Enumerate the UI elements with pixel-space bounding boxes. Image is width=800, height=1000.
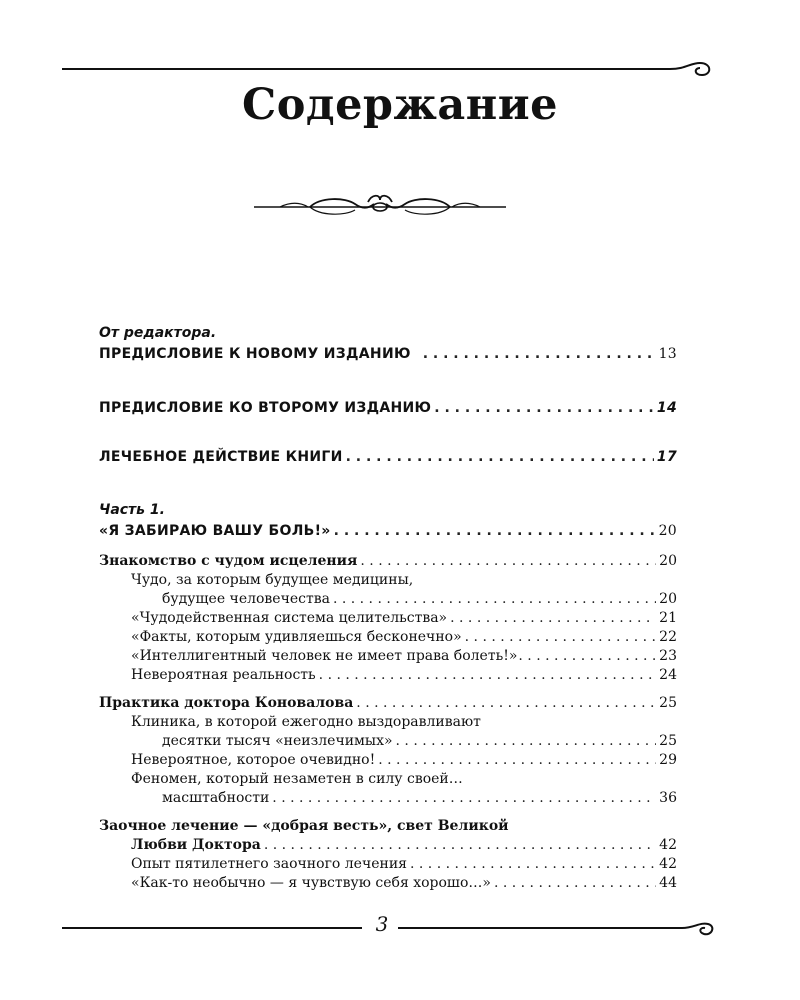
toc-entry-title: ПРЕДИСЛОВИЕ КО ВТОРОМУ ИЗДАНИЮ (99, 400, 432, 416)
dot-leader (465, 628, 657, 647)
toc-subentry-line1[interactable]: Феномен, который незаметен в силу своей… (131, 771, 463, 787)
toc-entry-title: «Как-то необычно — я чувствую себя хорошо…» (131, 875, 491, 891)
toc-section-remote[interactable] (99, 836, 677, 855)
dot-leader (434, 397, 654, 419)
toc-entry-page: 42 (659, 837, 677, 853)
toc-entry-preface-new[interactable] (99, 343, 677, 365)
toc-entry-title: Опыт пятилетнего заочного лечения (131, 856, 407, 872)
dot-leader (264, 836, 656, 855)
toc-entry-page: 21 (659, 610, 677, 626)
toc-entry-title: десятки тысяч «неизлечимых» (162, 733, 393, 749)
toc-entry-page: 20 (659, 591, 677, 607)
toc-entry-page: 17 (656, 449, 677, 465)
toc-entry-page: 14 (656, 400, 677, 416)
top-decorative-rule (60, 58, 720, 82)
dot-leader (272, 789, 656, 808)
toc-entry-title: «Чудодейственная система целительства» (131, 610, 448, 626)
toc-entry-title: масштабности (162, 790, 270, 806)
toc-entry-page: 24 (659, 667, 677, 683)
toc-entry-page: 42 (659, 856, 677, 872)
toc-section-practice[interactable] (99, 694, 677, 713)
toc-entry-title: «Факты, которым удивляешься бесконечно» (131, 629, 462, 645)
dot-leader (378, 751, 656, 770)
editor-label: От редактора. (99, 325, 217, 341)
page-number: 3 (375, 912, 389, 936)
toc-entry-title: «Я ЗАБИРАЮ ВАШУ БОЛЬ!» (99, 523, 331, 539)
dot-leader (450, 609, 656, 628)
flourish-ornament-icon (250, 192, 510, 222)
toc-subentry-facts[interactable] (99, 628, 677, 647)
toc-subentry-line1[interactable]: Чудо, за которым будущее медицины, (131, 572, 414, 588)
toc-entry-healing-action[interactable] (99, 446, 677, 468)
toc-section-acquaintance[interactable] (99, 552, 677, 571)
dot-leader (396, 732, 657, 751)
dot-leader (423, 343, 656, 365)
toc-entry-page: 36 (659, 790, 677, 806)
toc-entry-preface-second[interactable] (99, 397, 677, 419)
toc-subentry-reality[interactable] (99, 666, 677, 685)
table-of-contents (99, 323, 677, 893)
toc-section-title: Знакомство с чудом исцеления (99, 553, 358, 569)
toc-entry-page: 25 (659, 695, 677, 711)
toc-section-title: Практика доктора Коновалова (99, 695, 354, 711)
toc-entry-title: Невероятное, которое очевидно! (131, 752, 376, 768)
toc-subentry-line1[interactable]: Клиника, в которой ежегодно выздоравливают (131, 714, 481, 730)
dot-leader (518, 647, 658, 666)
dot-leader (494, 874, 656, 893)
toc-entry-title: ЛЕЧЕБНОЕ ДЕЙСТВИЕ КНИГИ (99, 449, 343, 465)
toc-entry-page: 13 (658, 346, 677, 362)
dot-leader (346, 446, 654, 468)
toc-subentry-five-years[interactable] (99, 855, 677, 874)
toc-entry-page: 25 (659, 733, 677, 749)
toc-entry-part1[interactable] (99, 520, 677, 542)
dot-leader (356, 694, 656, 713)
toc-entry-page: 23 (659, 648, 677, 664)
toc-entry-page: 29 (659, 752, 677, 768)
toc-entry-page: 44 (659, 875, 677, 891)
toc-section-title[interactable]: Заочное лечение — «добрая весть», свет Великой (99, 818, 509, 834)
toc-subentry-feel-good[interactable] (99, 874, 677, 893)
toc-subentry-intelligent[interactable] (99, 647, 677, 666)
dot-leader (410, 855, 656, 874)
toc-subentry-miracle-system[interactable] (99, 609, 677, 628)
toc-entry-page: 22 (659, 629, 677, 645)
toc-entry-title: ПРЕДИСЛОВИЕ К НОВОМУ ИЗДАНИЮ (99, 346, 411, 362)
toc-entry-title: Невероятная реальность (131, 667, 316, 683)
toc-subentry-clinic[interactable] (99, 732, 677, 751)
toc-entry-page: 20 (658, 523, 677, 539)
dot-leader (319, 666, 657, 685)
toc-subentry-incredible[interactable] (99, 751, 677, 770)
dot-leader (333, 590, 656, 609)
toc-section-title: Любви Доктора (131, 837, 261, 853)
toc-subentry-future[interactable] (99, 590, 677, 609)
toc-entry-title: «Интеллигентный человек не имеет права болеть!» (131, 648, 518, 664)
part1-label: Часть 1. (99, 502, 165, 518)
dot-leader (334, 520, 656, 542)
toc-entry-page: 20 (659, 553, 677, 569)
dot-leader (360, 552, 656, 571)
page-title: Содержание (242, 80, 558, 130)
toc-entry-title: будущее человечества (162, 591, 330, 607)
toc-subentry-phenomenon[interactable] (99, 789, 677, 808)
